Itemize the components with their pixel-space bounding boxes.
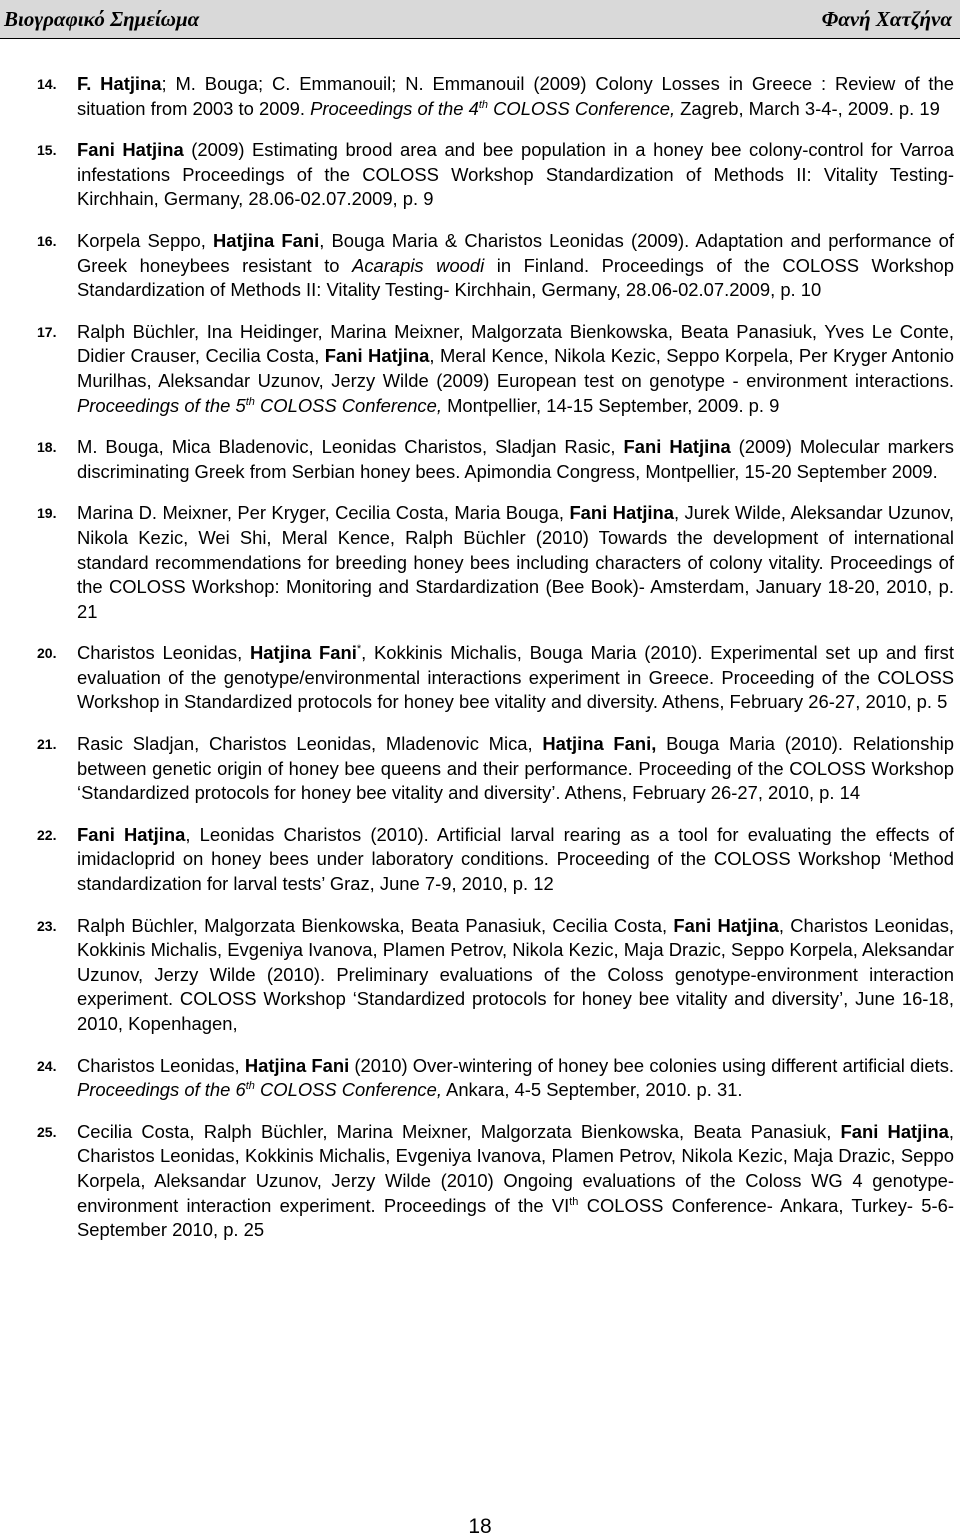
author-highlight: Fani Hatjina xyxy=(77,139,184,161)
reference-item xyxy=(0,914,960,1037)
author-highlight: Hatjina Fani, xyxy=(542,733,657,755)
reference-text: Proceedings of the 6 xyxy=(77,1079,246,1101)
reference-text: , Kokkinis Michalis, Bouga Maria (2010). Experimental set up and first evaluation of the genotype/environmental interactions experiment in Greece. Proceeding of the COLOSS Workshop in Standardized protocols for honey bee vitality and diversity. Athens, February 26-27, 2010, p. 5 xyxy=(77,642,954,713)
reference-item xyxy=(0,138,960,212)
page-header xyxy=(0,0,960,38)
reference-text: th xyxy=(245,1080,255,1093)
reference-item xyxy=(0,823,960,897)
reference-item xyxy=(0,501,960,624)
author-highlight: Fani Hatjina xyxy=(77,823,186,845)
author-highlight: Hatjina Fani xyxy=(212,229,320,251)
reference-text: * xyxy=(356,643,362,656)
reference-text: M. Bouga, Mica Bladenovic, Leonidas Charistos, Sladjan Rasic, xyxy=(77,436,624,458)
reference-text: COLOSS Conference, xyxy=(254,1079,442,1101)
author-highlight: Fani Hatjina xyxy=(623,436,731,458)
reference-number: 22. xyxy=(37,826,57,843)
author-highlight: Hatjina Fani xyxy=(244,1054,350,1076)
author-highlight: Fani Hatjina xyxy=(569,502,674,524)
reference-text: in Finland. Proceedings of the COLOSS Workshop Standardization of Methods II: Vitality Testing- Kirchhain, Germany, 28.06-02.07.2009, p. 10 xyxy=(77,254,955,301)
reference-text: Rasic Sladjan, Charistos Leonidas, Mladenovic Mica, xyxy=(77,733,543,755)
author-highlight: F. Hatjina xyxy=(77,73,162,94)
reference-text: , Charistos Leonidas, Kokkinis Michalis, Evgeniya Ivanova, Plamen Petrov, Nikola Kezic, Maja Drazic, Seppo Korpela, Aleksandar Uzunov, Jerzy Wilde (2010). Preliminary evaluations of the Coloss genotype-environment interaction experiment. COLOSS Workshop ‘Standardized protocols for honey bee vitality and diversity’, June 16-18, 2010, Kopenhagen, xyxy=(77,914,954,1034)
author-highlight: Fani Hatjina xyxy=(673,914,779,936)
reference-text: (2009) Estimating brood area and bee population in a honey bee colony-control for Varroa infestations Proceedings of the COLOSS Workshop Standardization of Methods II: Vitality Testing- Kirchhain, Germany, 28.06-02.07.2009, p. 9 xyxy=(77,139,954,210)
reference-number: 19. xyxy=(37,505,57,522)
reference-text: Charistos Leonidas, xyxy=(77,642,250,664)
reference-item xyxy=(0,732,960,806)
reference-text: Proceedings of the 5 xyxy=(77,394,246,416)
author-highlight: Hatjina Fani xyxy=(249,642,357,664)
reference-number: 14. xyxy=(37,76,57,92)
reference-number: 18. xyxy=(37,439,57,456)
reference-number: 20. xyxy=(37,645,57,662)
reference-number: 16. xyxy=(37,232,57,249)
reference-text: (2009) Molecular markers discriminating Greek from Serbian honey bees. Apimondia Congress, Montpellier, 15-20 September 2009. xyxy=(77,436,954,482)
reference-number: 21. xyxy=(37,736,57,753)
reference-number: 25. xyxy=(37,1123,57,1140)
reference-text: , Jurek Wilde, Aleksandar Uzunov, Nikola Kezic, Wei Shi, Meral Kence, Ralph Büchler (2010) Towards the development of international standard recommendations for breeding honey bees including characters of colony vitality. Proceedings of the COLOSS Workshop: Monitoring and Stardardization (Bee Book)- Amsterdam, January 18-20, 2010, p. 21 xyxy=(77,502,954,622)
publication-list xyxy=(0,72,960,1260)
reference-text: Ankara, 4-5 September, 2010. p. 31. xyxy=(441,1079,743,1101)
author-highlight: Fani Hatjina xyxy=(840,1120,949,1142)
reference-text: Ralph Büchler, Ina Heidinger, Marina Meixner, Malgorzata Bienkowska, Beata Panasiuk, Yves Le Conte, Didier Crauser, Cecilia Costa, xyxy=(77,320,954,367)
reference-text: th xyxy=(569,1195,579,1208)
reference-number: 23. xyxy=(37,917,57,934)
reference-text: COLOSS Conference, xyxy=(254,394,442,416)
reference-item xyxy=(0,1054,960,1103)
reference-text: Ralph Büchler, Malgorzata Bienkowska, Beata Panasiuk, Cecilia Costa, xyxy=(77,914,674,936)
reference-text: Korpela Seppo, xyxy=(77,229,213,251)
reference-item xyxy=(0,229,960,303)
reference-item xyxy=(0,641,960,715)
reference-text: Marina D. Meixner, Per Kryger, Cecilia Costa, Maria Bouga, xyxy=(77,502,570,524)
reference-text: th xyxy=(245,395,255,408)
reference-text: , Leonidas Charistos (2010). Artificial larval rearing as a tool for evaluating the effects of imidacloprid on honey bees under laboratory conditions. Proceeding of the COLOSS Workshop ‘Method standardization for larval tests’ Graz, June 7-9, 2010, p. 12 xyxy=(77,823,954,895)
reference-text: Cecilia Costa, Ralph Büchler, Marina Meixner, Malgorzata Bienkowska, Beata Panasiuk, xyxy=(77,1120,841,1142)
reference-text: COLOSS Conference- Ankara, Turkey- 5-6- September 2010, p. 25 xyxy=(77,1194,954,1241)
reference-item xyxy=(0,1120,960,1243)
reference-number: 15. xyxy=(37,142,57,159)
header-left-title: Βιογραφικό Σημείωμα xyxy=(4,7,200,31)
page-number: 18 xyxy=(468,1515,492,1538)
reference-item xyxy=(0,435,960,484)
reference-text: ; M. Bouga; C. Emmanouil; N. Emmanouil (2009) Colony Losses in Greece : Review of the situation from 2003 to 2009. xyxy=(77,73,954,119)
header-divider xyxy=(0,38,960,39)
reference-text: th xyxy=(478,98,488,111)
reference-text: , Charistos Leonidas, Kokkinis Michalis, Evgeniya Ivanova, Plamen Petrov, Nikola Kezic, Maja Drazic, Seppo Korpela, Aleksandar Uzunov, Jerzy Wilde (2010) Ongoing evaluations of the Coloss WG 4 genotype-environment interaction experiment. Proceedings of the VI xyxy=(77,1120,954,1216)
reference-number: 24. xyxy=(37,1057,57,1074)
reference-text: Bouga Maria (2010). Relationship between genetic origin of honey bee queens and their performance. Proceeding of the COLOSS Workshop ‘Standardized protocols for honey bee vitality and diversity’. Athens, February 26-27, 2010, p. 14 xyxy=(77,733,954,804)
reference-text: Acarapis woodi xyxy=(352,254,485,276)
reference-text: Zagreb, March 3-4-, 2009. p. 19 xyxy=(675,97,940,119)
reference-text: , Bouga Maria & Charistos Leonidas (2009). Adaptation and performance of Greek honeybees resistant to xyxy=(77,229,954,276)
reference-text: Montpellier, 14-15 September, 2009. p. 9 xyxy=(441,394,780,416)
header-right-title: Φανή Χατζήνα xyxy=(821,7,952,31)
reference-item xyxy=(0,72,960,121)
reference-item xyxy=(0,320,960,418)
reference-text: COLOSS Conference, xyxy=(488,97,676,119)
reference-text: Charistos Leonidas, xyxy=(77,1054,245,1076)
reference-number: 17. xyxy=(37,323,57,340)
reference-text: , Meral Kence, Nikola Kezic, Seppo Korpela, Per Kryger Antonio Murilhas, Aleksandar Uzunov, Jerzy Wilde (2009) European test on genotype - environment interactions. xyxy=(77,345,954,391)
reference-text: Proceedings of the 4 xyxy=(310,97,479,119)
author-highlight: Fani Hatjina xyxy=(324,345,430,367)
reference-text: (2010) Over-wintering of honey bee colonies using different artificial diets. xyxy=(349,1054,955,1076)
